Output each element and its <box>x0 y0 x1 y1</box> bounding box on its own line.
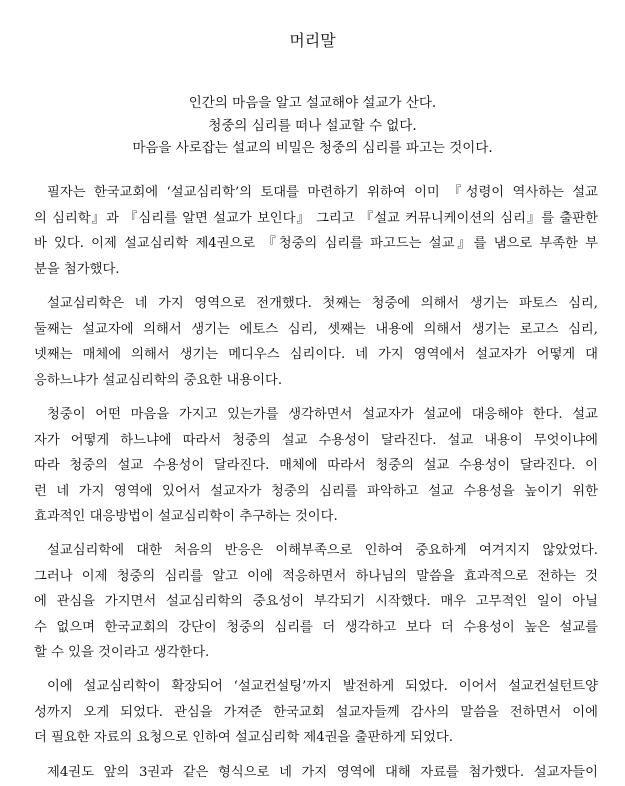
paragraph-line: 바 있다. 이제 설교심리학 제4권으로 『청중의 심리를 파고드는 설교』를 냄으로 부족한 부 <box>34 236 598 252</box>
paragraph-line: 제4권도 앞의 3권과 같은 형식으로 네 가지 영역에 대해 자료를 첨가했다. 설교자들이 <box>47 765 598 780</box>
paragraph-line: 설교심리학에 대한 처음의 반응은 이해부족으로 인하여 중요하게 여겨지지 않았었다. <box>47 543 598 558</box>
epigraph-line: 청중의 심리를 떠나 설교할 수 없다. <box>208 117 417 134</box>
paragraph-line: 더 필요한 자료의 요청으로 인하여 설교심리학 제4권을 출판하게 되었다. <box>34 730 453 746</box>
paragraph-line: 그러나 이제 청중의 심리를 알고 이에 적응하면서 하나님의 말씀을 효과적으로 전하는 것 <box>34 568 598 584</box>
paragraph-line: 둘째는 설교자에 의해서 생기는 에토스 심리, 셋째는 내용에 의해서 생기는 로고스 심리, <box>34 321 598 337</box>
paragraph-line: 분을 첨가했다. <box>34 261 120 277</box>
paragraph-line: 필자는 한국교회에 ‘설교심리학’의 토대를 마련하기 위하여 이미 『성령이 역사하는 설교 <box>47 185 598 200</box>
paragraph <box>34 760 598 786</box>
paragraph-line: 넷째는 매체에 의해서 생기는 메디우스 심리이다. 네 가지 영역에서 설교자가 어떻게 대 <box>34 347 598 363</box>
paragraph <box>34 538 598 666</box>
paragraph-line: 청중이 어떤 마음을 가지고 있는가를 생각하면서 설교자가 설교에 대응해야 한다. 설교 <box>47 407 598 422</box>
paragraph <box>34 402 598 530</box>
paragraph <box>34 180 598 282</box>
paragraph-line: 할 수 있을 것이라고 생각한다. <box>34 645 210 661</box>
paragraph-line: 따라 청중의 설교 수용성이 달라진다. 매체에 따라서 청중의 설교 수용성이 달라진다. 이 <box>34 458 598 474</box>
paragraph-line: 런 네 가지 영역에 있어서 설교자가 청중의 심리를 파악하고 설교 수용성을 높이기 위한 <box>34 483 598 499</box>
paragraph-line: 수 없으며 한국교회의 강단이 청중의 심리를 더 생각하고 보다 더 수용성이 높은 설교를 <box>34 619 598 635</box>
paragraph-line: 에 관심을 가지면서 설교심리학의 중요성이 부각되기 시작했다. 매우 고무적인 일이 아닐 <box>34 594 598 610</box>
epigraph-line: 마음을 사로잡는 설교의 비밀은 청중의 심리를 파고는 것이다. <box>132 140 493 156</box>
paragraph <box>34 674 598 751</box>
epigraph-line: 인간의 마음을 알고 설교해야 설교가 산다. <box>188 95 437 111</box>
page-title: 머리말 <box>289 31 336 50</box>
paragraph-line: 성까지 오게 되었다. 관심을 가져준 한국교회 설교자들께 감사의 말씀을 전하면서 이에 <box>34 704 598 720</box>
paragraph-line: 자가 어떻게 하느냐에 따라서 청중의 설교 수용성이 달라진다. 설교 내용이 무엇이냐에 <box>34 432 598 448</box>
paragraph-line: 이에 설교심리학이 확장되어 ‘설교컨설팅’까지 발전하게 되었다. 이어서 설교컨설턴트양 <box>47 679 598 694</box>
paragraph <box>34 291 598 393</box>
paragraph-line: 설교심리학은 네 가지 영역으로 전개했다. 첫째는 청중에 의해서 생기는 파토스 심리, <box>47 296 598 311</box>
epigraph <box>0 92 625 160</box>
paragraph-line: 의 심리학』과 『심리를 알면 설교가 보인다』 그리고 『설교 커뮤니케이션의 심리』를 출판한 <box>34 210 598 226</box>
paragraph-line: 효과적인 대응방법이 설교심리학이 추구하는 것이다. <box>34 509 338 525</box>
paragraph-line: 응하느냐가 설교심리학의 중요한 내용이다. <box>34 372 283 388</box>
